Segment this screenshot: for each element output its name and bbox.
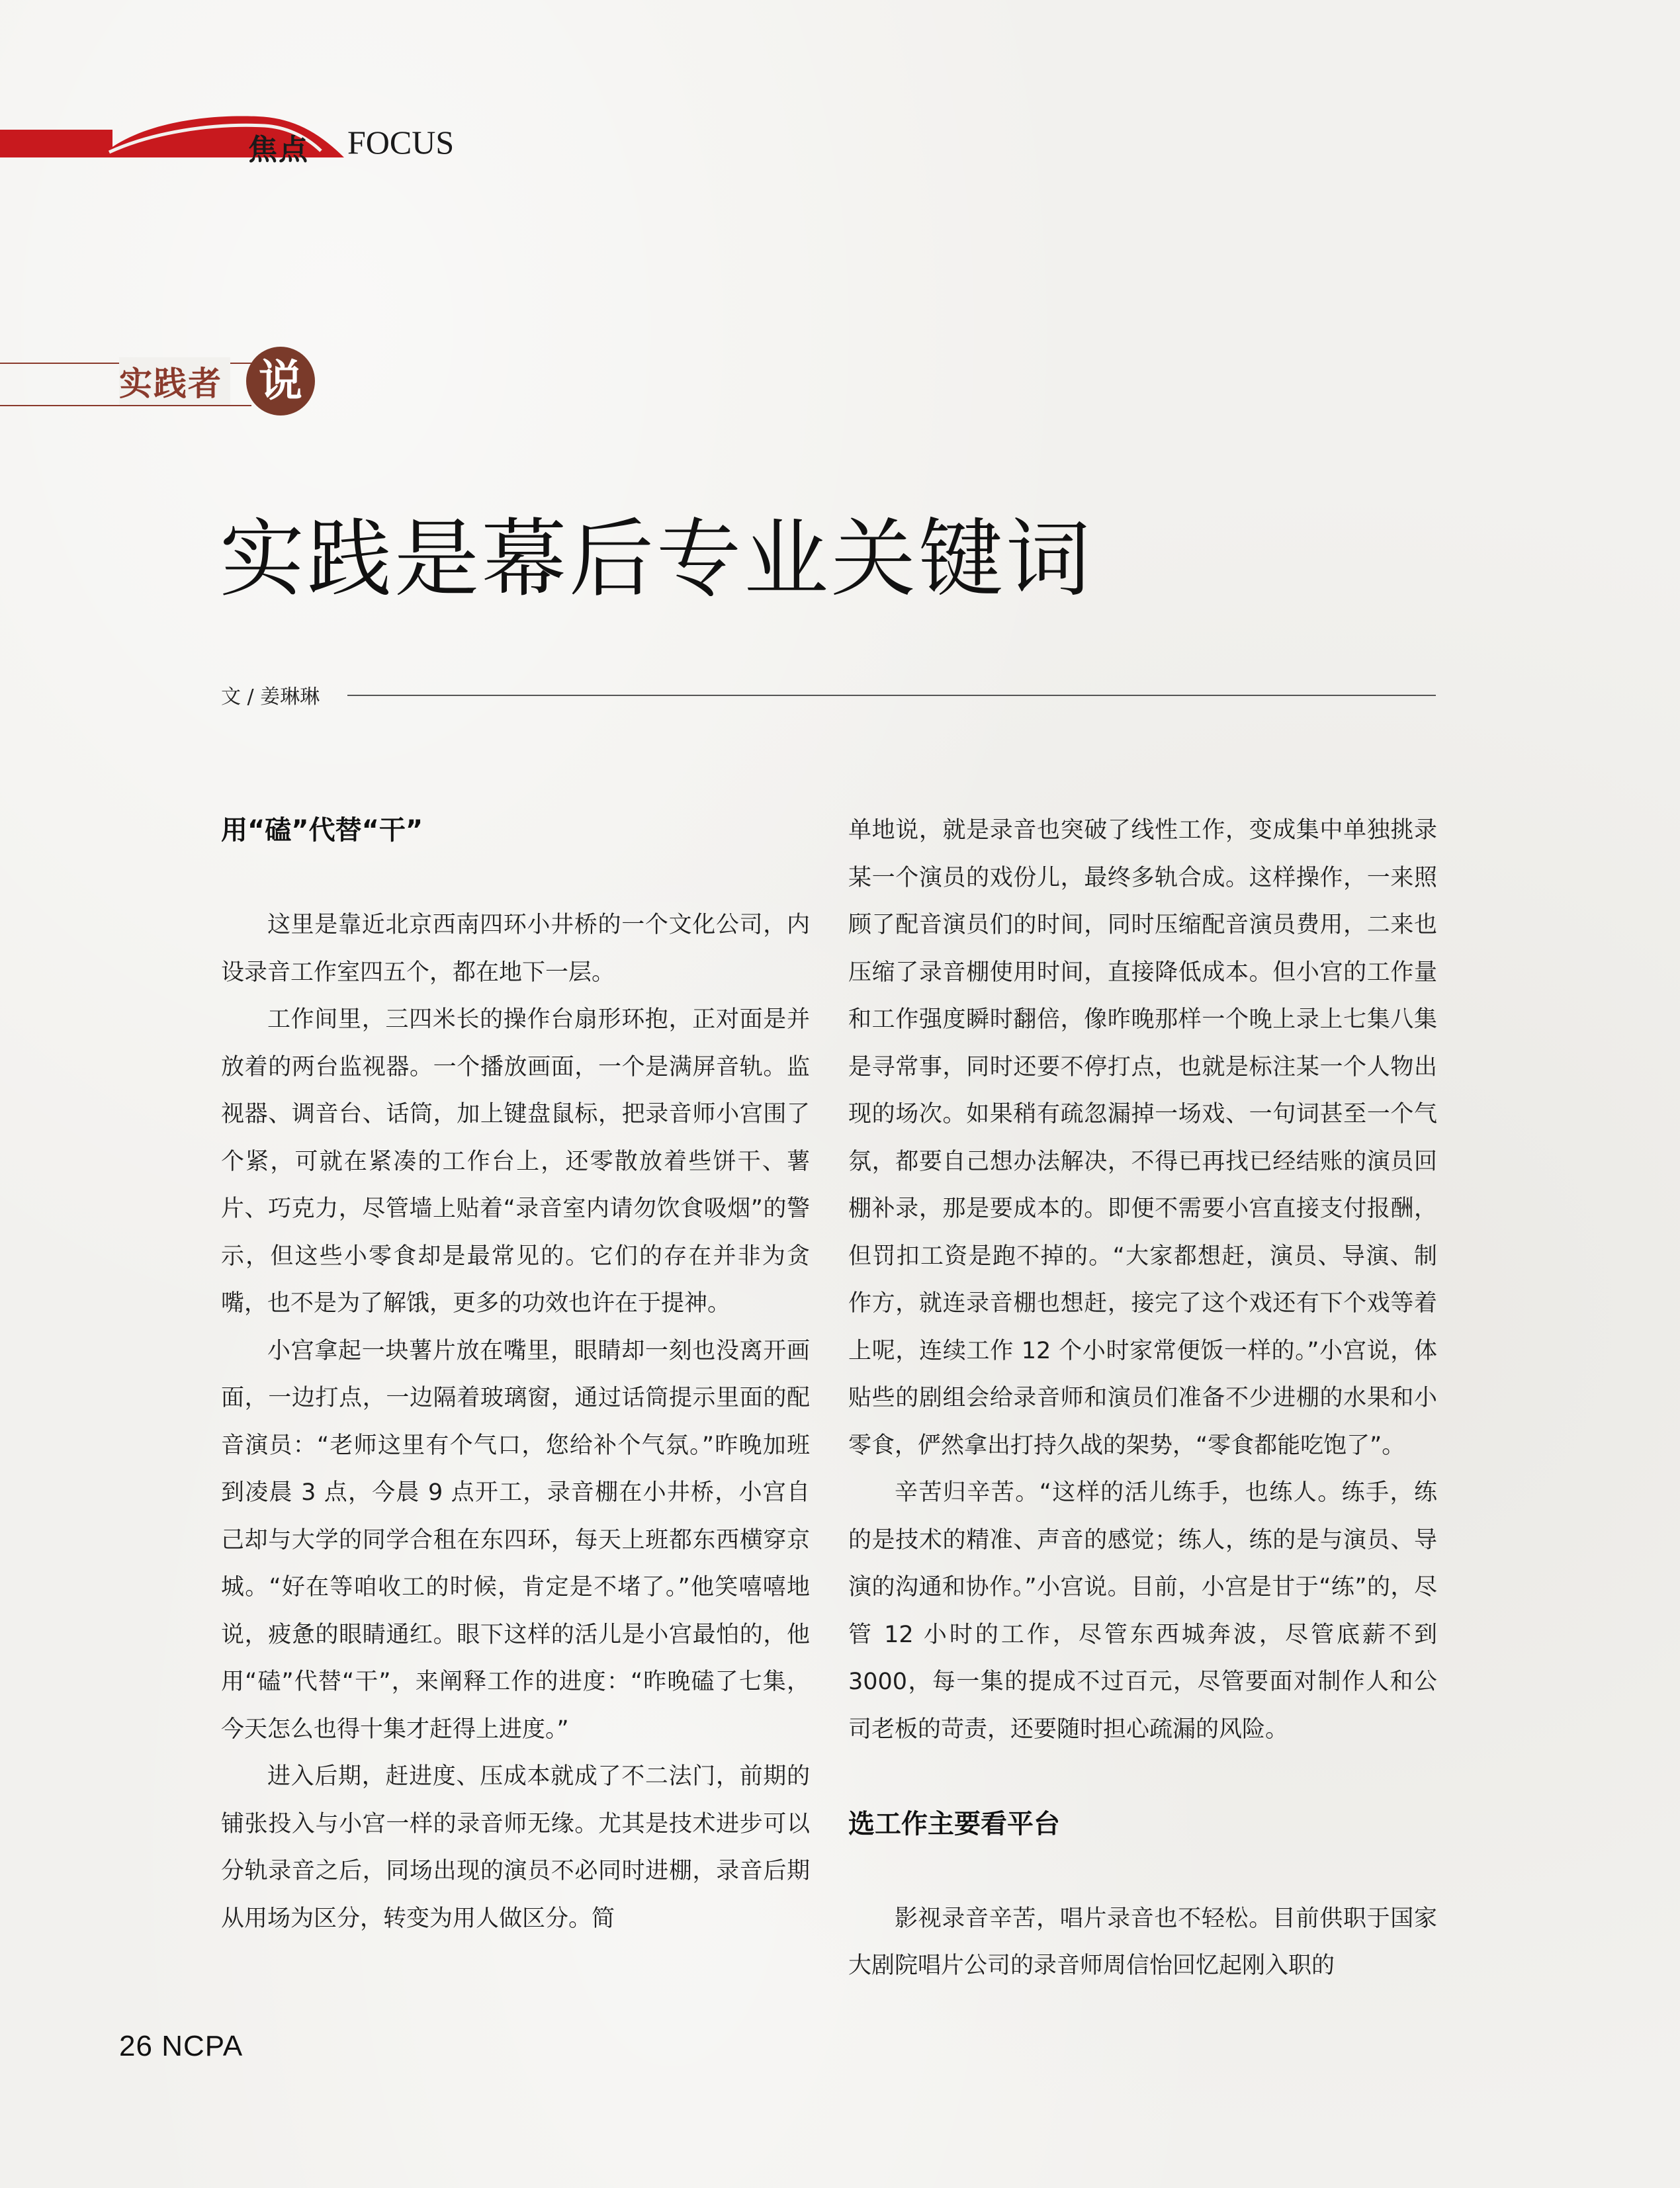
label-rule-bottom [0, 405, 251, 406]
right-column [848, 807, 1437, 1990]
left-column [221, 807, 810, 1943]
section-title-en: FOCUS [347, 124, 455, 161]
spacer [848, 1753, 1437, 1801]
column-label: 实践者 [119, 357, 230, 405]
section-heading-1: 用“磕”代替“干” [221, 815, 423, 846]
paragraph: 工作间里，三四米长的操作台扇形环抱，正对面是并放着的两台监视器。一个播放画面，一个是满屏音轨。监视器、调音台、话筒，加上键盘鼠标，把录音师小宫围了个紧，可就在紧凑的工作台上，还零散放着些饼干、薯片、巧克力，尽管墙上贴着“录音室内请勿饮食吸烟”的警示，但这些小零食却是最常见的。它们的存在并非为贪嘴，也不是为了解饿，更多的功效也许在于提神。 [221, 1006, 810, 1317]
page-number: 26 [119, 2030, 153, 2062]
byline: 文 / 姜琳琳 [221, 685, 320, 709]
paragraph: 小宫拿起一块薯片放在嘴里，眼睛却一刻也没离开画面，一边打点，一边隔着玻璃窗，通过话筒提示里面的配音演员：“老师这里有个气口，您给补个气氛。”昨晚加班到凌晨 3 点，今晨 9 点开工，录音棚在小井桥，小宫自己却与大学的同学合租在东四环，每天上班都东西横穿京城。“好在等咱收工的时候，肯定是不堵了。”他笑嘻嘻地说，疲惫的眼睛通红。眼下这样的活儿是小宫最怕的，他用“磕”代替“干”，来阐释工作的进度：“昨晚磕了七集，今天怎么也得十集才赶得上进度。” [221, 1337, 810, 1743]
paragraph-continued: 单地说，就是录音也突破了线性工作，变成集中单独挑录某一个演员的戏份儿，最终多轨合成。这样操作，一来照顾了配音演员们的时间，同时压缩配音演员费用，二来也压缩了录音棚使用时间，直接降低成本。但小宫的工作量和工作强度瞬时翻倍，像昨晚那样一个晚上录上七集八集是寻常事，同时还要不停打点，也就是标注某一个人物出现的场次。如果稍有疏忽漏掉一场戏、一句词甚至一个气氛，都要自己想办法解决，不得已再找已经结账的演员回棚补录，那是要成本的。即便不需要小宫直接支付报酬，但罚扣工资是跑不掉的。“大家都想赶，演员、导演、制作方，就连录音棚也想赶，接完了这个戏还有下个戏等着上呢，连续工作 12 个小时家常便饭一样的。”小宫说，体贴些的剧组会给录音师和演员们准备不少进棚的水果和小零食，俨然拿出打持久战的架势，“零食都能吃饱了”。 [848, 817, 1437, 1459]
paragraph: 进入后期，赶进度、压成本就成了不二法门，前期的铺张投入与小宫一样的录音师无缘。尤其是技术进步可以分轨录音之后，同场出现的演员不必同时进棚，录音后期从用场为区分，转变为用人做区分。简 [221, 1763, 810, 1932]
spacer [848, 1848, 1437, 1896]
paragraph: 影视录音辛苦，唱片录音也不轻松。目前供职于国家大剧院唱片公司的录音师周信怡回忆起刚入职的 [848, 1905, 1437, 1979]
paragraph: 这里是靠近北京西南四环小井桥的一个文化公司，内设录音工作室四五个，都在地下一层。 [221, 912, 810, 986]
spacer [221, 855, 810, 902]
page-footer [119, 2030, 243, 2063]
header-red-bar [0, 130, 112, 157]
byline-rule [347, 695, 1436, 696]
column-label-badge: 说 [246, 347, 315, 416]
section-heading-2: 选工作主要看平台 [848, 1808, 1060, 1839]
section-title-cn: 焦点 [248, 133, 309, 167]
paragraph: 辛苦归辛苦。“这样的活儿练手，也练人。练手，练的是技术的精准、声音的感觉；练人，练的是与演员、导演的沟通和协作。”小宫说。目前，小宫是甘于“练”的，尽管 12 小时的工作，尽管东西城奔波，尽管底薪不到 3000，每一集的提成不过百元，尽管要面对制作人和公司老板的苛责，还要随时担心疏漏的风险。 [848, 1479, 1437, 1743]
magazine-name: NCPA [161, 2030, 243, 2062]
article-title: 实践是幕后专业关键词 [220, 510, 1094, 609]
